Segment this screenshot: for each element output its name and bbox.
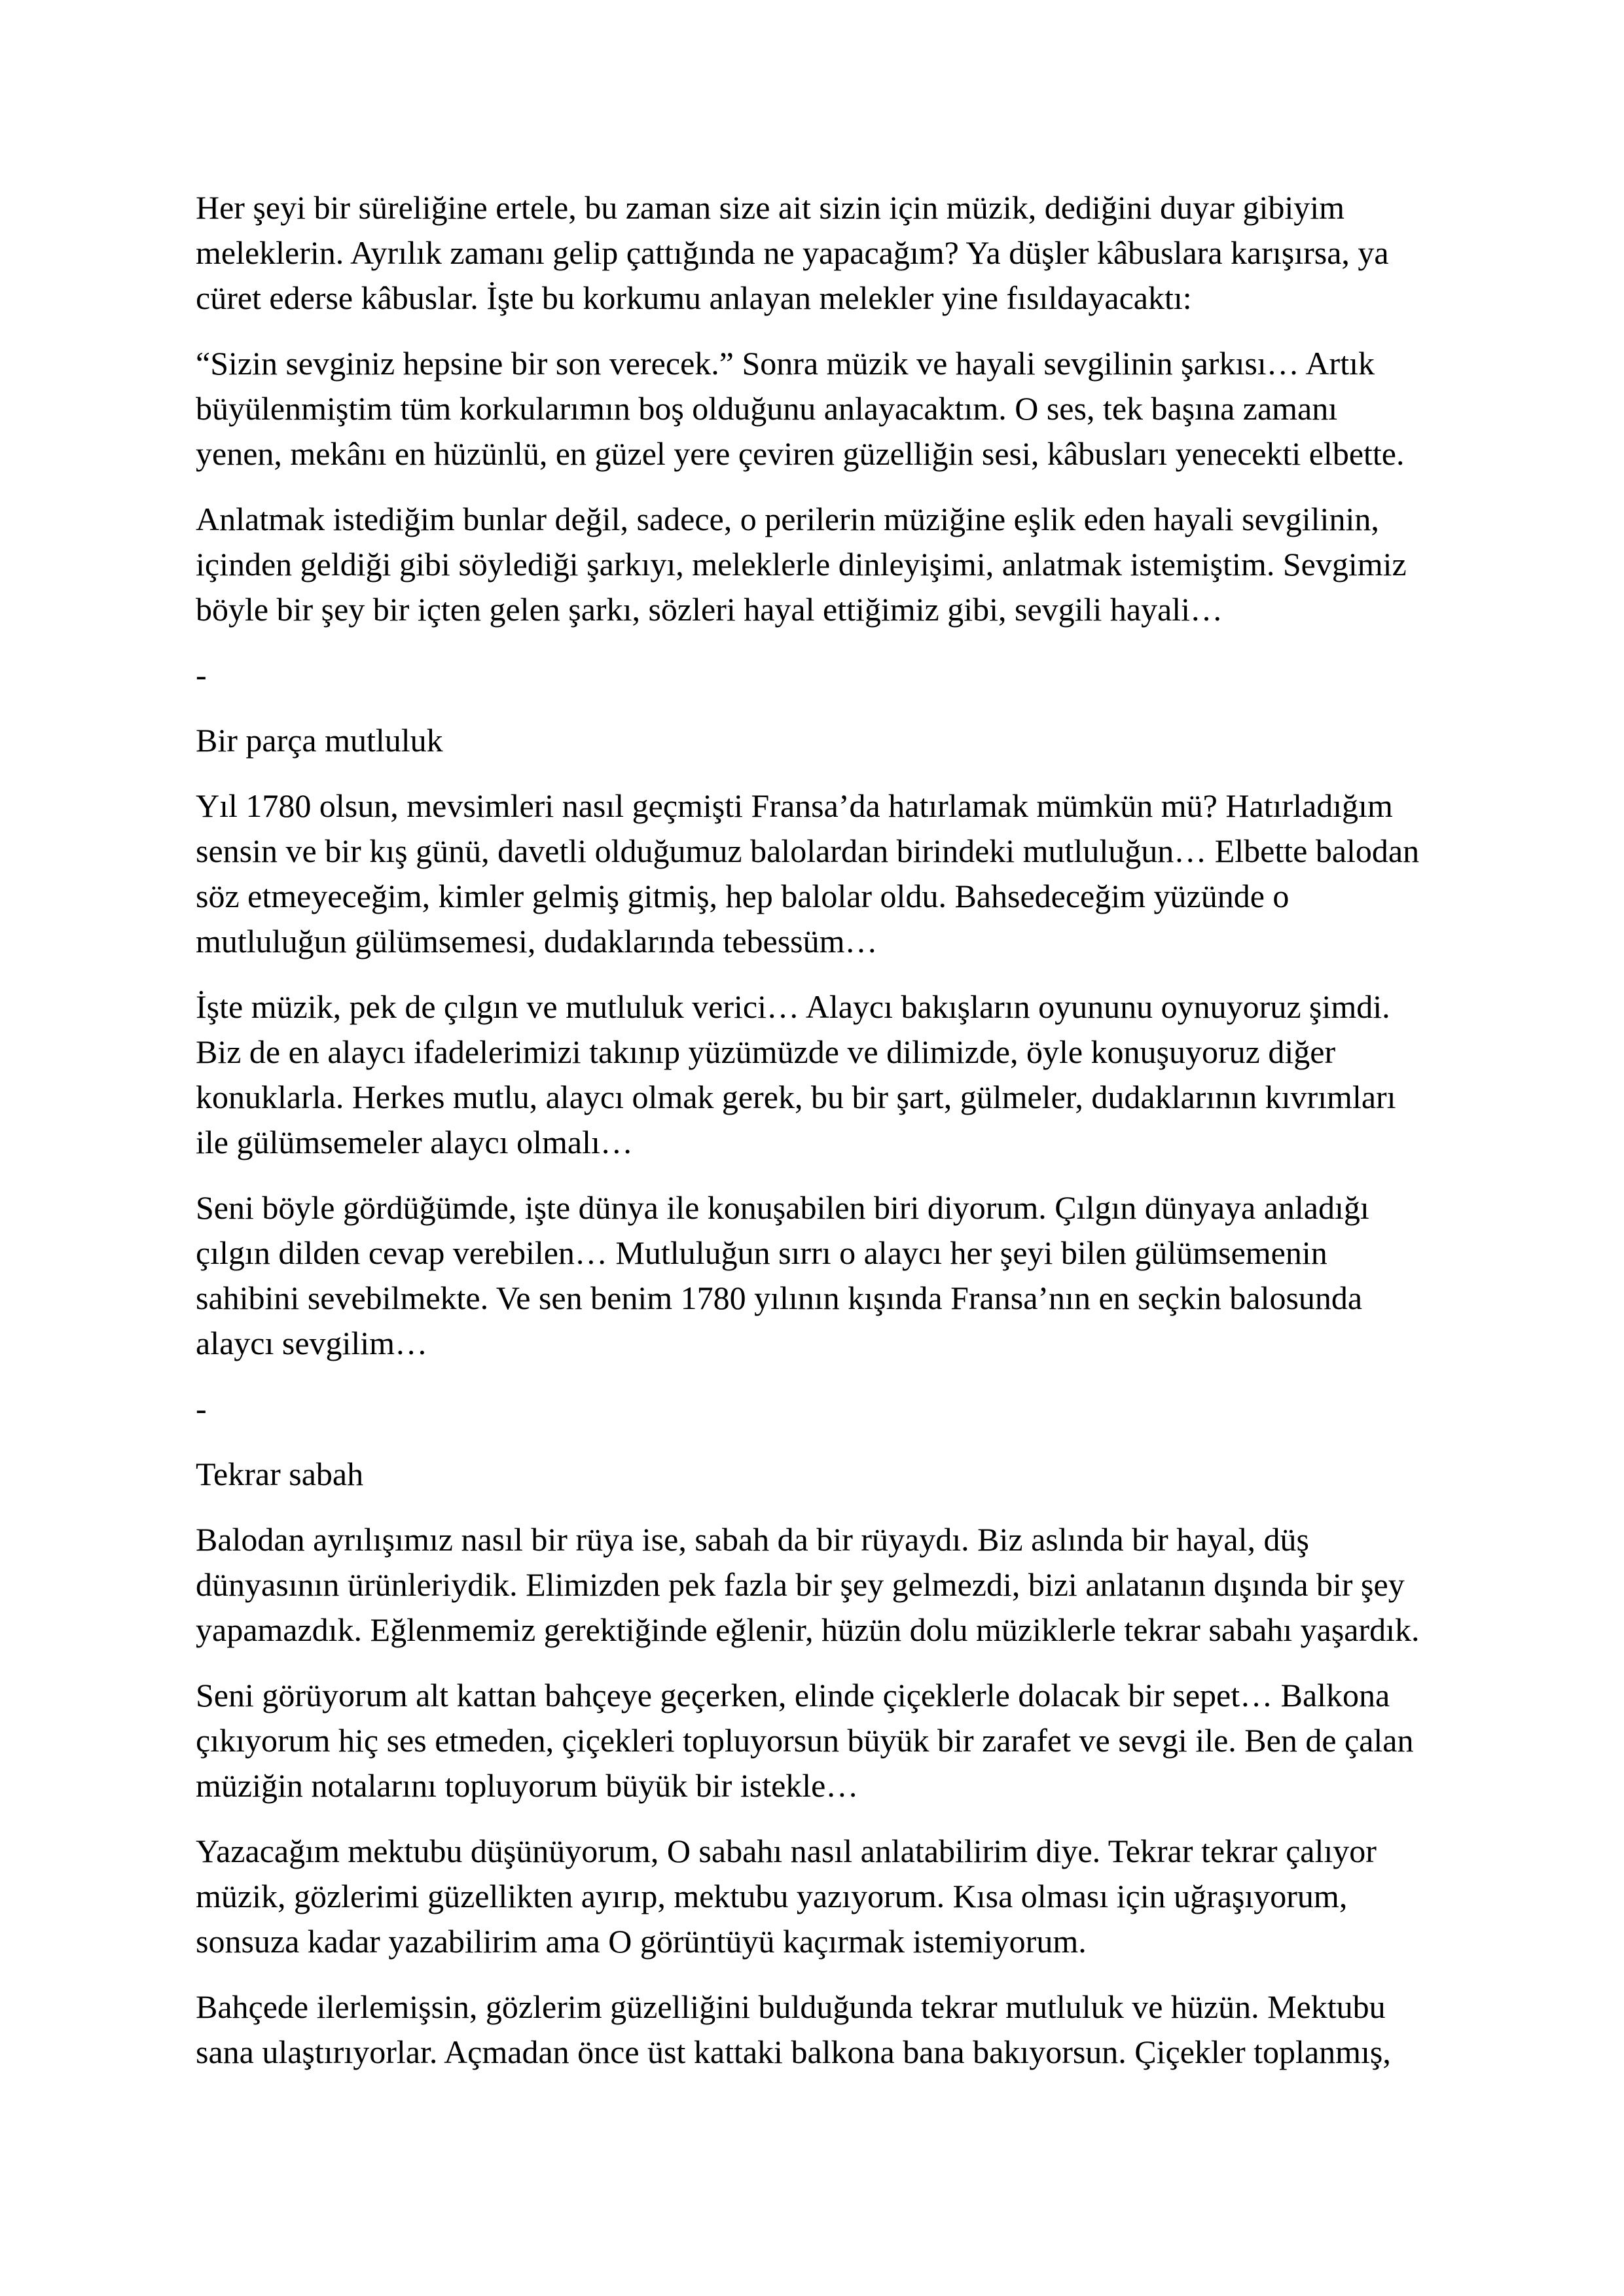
section-separator-dash: - [196,1390,207,1427]
section-heading: Bir parça mutluluk [196,722,443,759]
section-heading: Tekrar sabah [196,1456,364,1492]
paragraph: İşte müzik, pek de çılgın ve mutluluk verici… Alaycı bakışların oyununu oynuyoruz şimdi. Biz de en alaycı ifadelerimizi takınıp yüzümüzde ve dilimizde, öyle konuşuyoruz diğer konuklarla. Herkes mutlu, alaycı olmak gerek, bu bir şart, gülmeler, dudaklarının kıvrımları ile gülümsemeler alaycı olmalı… [196,988,1396,1160]
paragraph: Yıl 1780 olsun, mevsimleri nasıl geçmişti Fransa’da hatırlamak mümkün mü? Hatırladığım sensin ve bir kış günü, davetli olduğumuz balolardan birindeki mutluluğun… Elbette balodan söz etmeyeceğim, kimler gelmiş gitmiş, hep balolar oldu. Bahsedeceğim yüzünde o mutluluğun gülümsemesi, dudaklarında tebessüm… [196,787,1420,960]
paragraph: Seni görüyorum alt kattan bahçeye geçerken, elinde çiçeklerle dolacak bir sepet… Balkona çıkıyorum hiç ses etmeden, çiçekleri topluyorsun büyük bir zarafet ve sevgi ile. Ben de çalan müziğin notalarını topluyorum büyük bir istekle… [196,1677,1414,1804]
paragraph: Anlatmak istediğim bunlar değil, sadece, o perilerin müziğine eşlik eden hayali sevgilinin, içinden geldiği gibi söylediği şarkıyı, meleklerle dinleyişimi, anlatmak istemiştim. Sevgimiz böyle bir şey bir içten gelen şarkı, sözleri hayal ettiğimiz gibi, sevgili hayali… [196,501,1407,628]
document-page [196,185,1427,2095]
paragraph: Balodan ayrılışımız nasıl bir rüya ise, sabah da bir rüyaydı. Biz aslında bir hayal, düş dünyasının ürünleriydik. Elimizden pek fazla bir şey gelmezdi, bizi anlatanın dışında bir şey yapamazdık. Eğlenmemiz gerektiğinde eğlenir, hüzün dolu müziklerle tekrar sabahı yaşardık. [196,1521,1420,1648]
paragraph: Her şeyi bir süreliğine ertele, bu zaman size ait sizin için müzik, dediğini duyar gibiyim meleklerin. Ayrılık zamanı gelip çattığında ne yapacağım? Ya düşler kâbuslara karışırsa, ya cüret ederse kâbuslar. İşte bu korkumu anlayan melekler yine fısıldayacaktı: [196,189,1389,316]
paragraph: Seni böyle gördüğümde, işte dünya ile konuşabilen biri diyorum. Çılgın dünyaya anladığı çılgın dilden cevap verebilen… Mutluluğun sırrı o alaycı her şeyi bilen gülümsemenin sahibini sevebilmekte. Ve sen benim 1780 yılının kışında Fransa’nın en seçkin balosunda alaycı sevgilim… [196,1189,1369,1361]
paragraph: Yazacağım mektubu düşünüyorum, O sabahı nasıl anlatabilirim diye. Tekrar tekrar çalıyor müzik, gözlerimi güzellikten ayırıp, mektubu yazıyorum. Kısa olması için uğraşıyorum, sonsuza kadar yazabilirim ama O görüntüyü kaçırmak istemiyorum. [196,1833,1377,1960]
paragraph: Bahçede ilerlemişsin, gözlerim güzelliğini bulduğunda tekrar mutluluk ve hüzün. Mektubu sana ulaştırıyorlar. Açmadan önce üst kattaki balkona bana bakıyorsun. Çiçekler toplanmış, [196,1988,1391,2070]
paragraph: “Sizin sevginiz hepsine bir son verecek.” Sonra müzik ve hayali sevgilinin şarkısı… Artık büyülenmiştim tüm korkularımın boş olduğunu anlayacaktım. O ses, tek başına zamanı yenen, mekânı en hüzünlü, en güzel yere çeviren güzelliğin sesi, kâbusları yenecekti elbette. [196,345,1405,472]
section-separator-dash: - [196,656,207,693]
